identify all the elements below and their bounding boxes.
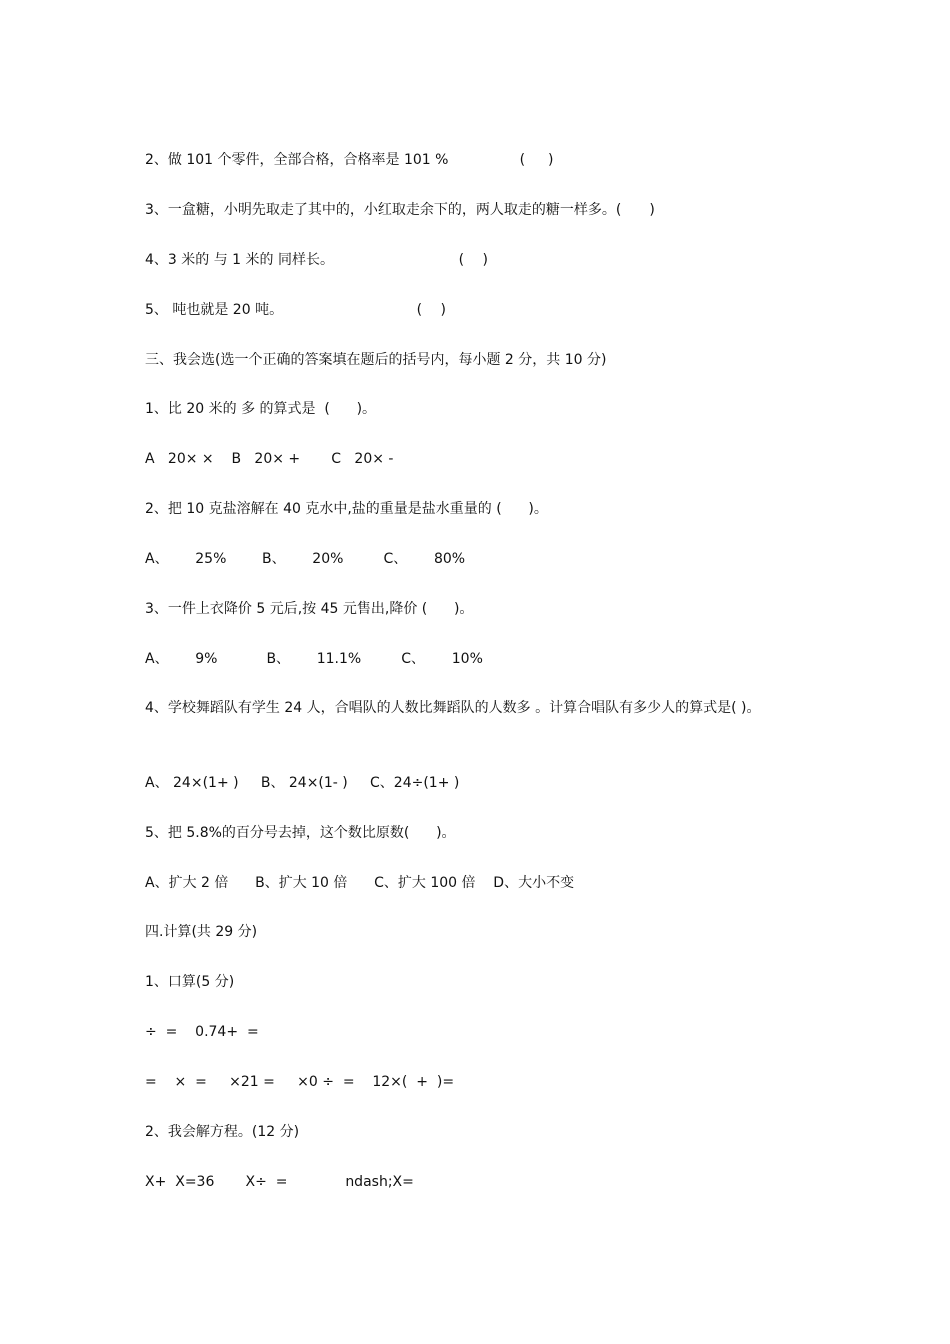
mental-math-row-2: = × = ×21 = ×0 ÷ = 12×( + )= — [145, 1074, 455, 1090]
choice-options-3: A、 9% B、 11.1% C、 10% — [145, 651, 483, 667]
true-false-item-3: 3、一盒糖，小明先取走了其中的，小红取走余下的，两人取走的糖一样多。( ) — [145, 202, 655, 218]
choice-options-4: A、 24×(1+ ) B、 24×(1- ) C、24÷(1+ ) — [145, 775, 460, 791]
choice-question-4: 4、学校舞蹈队有学生 24 人，合唱队的人数比舞蹈队的人数多 。计算合唱队有多少人的算式是( )。 — [145, 700, 761, 716]
true-false-item-4: 4、3 米的 与 1 米的 同样长。 ( ) — [145, 252, 488, 268]
section-4-heading: 四.计算(共 29 分) — [145, 924, 258, 940]
choice-options-2: A、 25% B、 20% C、 80% — [145, 551, 466, 567]
mental-math-heading: 1、口算(5 分) — [145, 974, 235, 990]
true-false-item-5: 5、 吨也就是 20 吨。 ( ) — [145, 302, 446, 318]
mental-math-row-1: ÷ = 0.74+ = — [145, 1024, 259, 1040]
equation-heading: 2、我会解方程。(12 分) — [145, 1124, 300, 1140]
equation-row-1: X+ X=36 X÷ = ndash;X= — [145, 1174, 414, 1190]
choice-options-1: A 20× × B 20× + C 20× - — [145, 451, 394, 467]
choice-question-5: 5、把 5.8%的百分号去掉，这个数比原数( )。 — [145, 825, 456, 841]
choice-question-3: 3、一件上衣降价 5 元后,按 45 元售出,降价 ( )。 — [145, 601, 474, 617]
section-3-heading: 三、我会选(选一个正确的答案填在题后的括号内，每小题 2 分，共 10 分) — [145, 352, 607, 368]
choice-options-5: A、扩大 2 倍 B、扩大 10 倍 C、扩大 100 倍 D、大小不变 — [145, 875, 575, 891]
choice-question-1: 1、比 20 米的 多 的算式是 ( )。 — [145, 401, 377, 417]
choice-question-2: 2、把 10 克盐溶解在 40 克水中,盐的重量是盐水重量的 ( )。 — [145, 501, 548, 517]
true-false-item-2: 2、做 101 个零件，全部合格，合格率是 101 % ( ) — [145, 152, 554, 168]
